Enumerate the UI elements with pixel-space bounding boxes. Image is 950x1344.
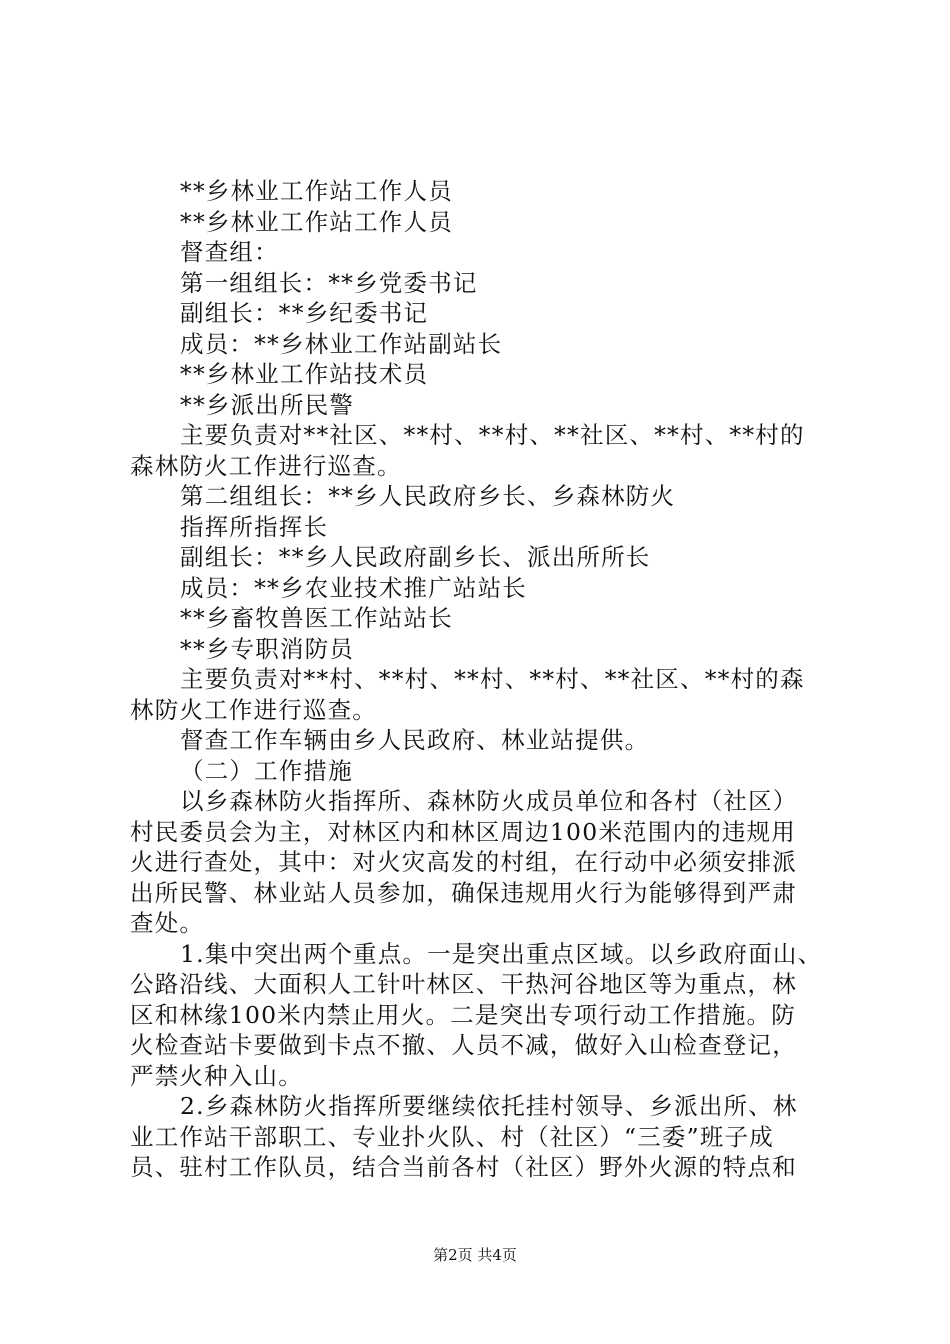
text-line: 第一组组长：**乡党委书记 xyxy=(180,268,478,297)
text-line: 副组长：**乡纪委书记 xyxy=(180,299,429,327)
text-line: 副组长：**乡人民政府副乡长、派出所所长 xyxy=(180,543,651,571)
text-line: 以乡森林防火指挥所、森林防火成员单位和各村（社区） xyxy=(180,787,798,815)
text-line: 公路沿线、大面积人工针叶林区、干热河谷地区等为重点，林 xyxy=(130,970,797,998)
text-line: 火进行查处，其中：对火灾高发的村组，在行动中必须安排派 xyxy=(130,848,797,876)
text-line: 2.乡森林防火指挥所要继续依托挂村领导、乡派出所、林 xyxy=(180,1092,798,1120)
text-line: 区和林缘100米内禁止用火。二是突出专项行动工作措施。防 xyxy=(130,1000,796,1029)
text-line: **乡派出所民警 xyxy=(180,390,355,419)
text-line: 村民委员会为主，对林区内和林区周边100米范围内的违规用 xyxy=(130,817,796,846)
text-line: 1.集中突出两个重点。一是突出重点区域。以乡政府面山、 xyxy=(180,939,823,968)
text-line: 主要负责对**村、**村、**村、**村、**社区、**村的森 xyxy=(180,665,805,693)
page-footer: 第2页 共4页 xyxy=(433,1246,517,1264)
text-line: 林防火工作进行巡查。 xyxy=(130,695,377,724)
text-line: 督查组： xyxy=(180,238,279,266)
text-line: 成员：**乡农业技术推广站站长 xyxy=(180,573,527,602)
text-line: 出所民警、林业站人员参加，确保违规用火行为能够得到严肃 xyxy=(130,878,797,907)
text-line: **乡林业工作站技术员 xyxy=(180,360,429,388)
text-line: 主要负责对**社区、**村、**村、**社区、**村、**村的 xyxy=(180,421,805,449)
text-line: **乡畜牧兽医工作站站长 xyxy=(180,604,453,632)
text-line: 森林防火工作进行巡查。 xyxy=(130,451,402,480)
text-line: 成员：**乡林业工作站副站长 xyxy=(180,329,503,358)
text-line: **乡林业工作站工作人员 xyxy=(180,177,453,205)
text-line: 火检查站卡要做到卡点不撤、人员不减，做好入山检查登记， xyxy=(130,1031,797,1059)
text-line: 业工作站干部职工、专业扑火队、村（社区）“三委”班子成 xyxy=(130,1122,774,1151)
text-line: 严禁火种入山。 xyxy=(130,1061,303,1090)
text-line: 指挥所指挥长 xyxy=(180,512,329,541)
text-line: **乡专职消防员 xyxy=(180,634,355,663)
text-line: **乡林业工作站工作人员 xyxy=(180,207,453,236)
text-line: 查处。 xyxy=(130,909,205,937)
text-line: 第二组组长：**乡人民政府乡长、乡森林防火 xyxy=(180,482,676,510)
text-line: 员、驻村工作队员，结合当前各村（社区）野外火源的特点和 xyxy=(130,1153,797,1181)
text-line: 督查工作车辆由乡人民政府、林业站提供。 xyxy=(180,726,650,754)
document-body xyxy=(130,176,830,1183)
text-line: （二）工作措施 xyxy=(180,756,353,785)
